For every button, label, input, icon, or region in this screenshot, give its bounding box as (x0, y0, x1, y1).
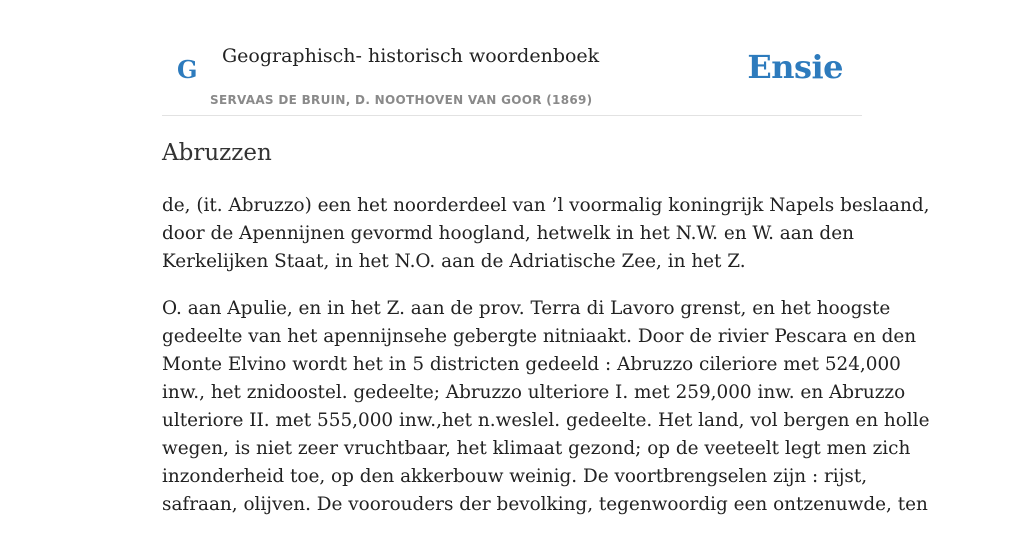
paragraph-line: safraan, olijven. De voorouders der bevolking, tegenwoordig een ontzenuwde, ten (162, 494, 928, 515)
paragraph-line: O. aan Apulie, en in het Z. aan de prov. Terra di Lavoro grenst, en het hoogste (162, 298, 891, 319)
paragraph-line: gedeelte van het apennijnsehe gebergte nitniaakt. Door de rivier Pescara en den (162, 326, 917, 347)
article-paragraph (162, 192, 930, 276)
dictionary-title[interactable]: Geographisch- historisch woordenboek (222, 45, 600, 67)
paragraph-line: door de Apennijnen gevormd hoogland, hetwelk in het N.W. en W. aan den (162, 223, 854, 244)
paragraph-line: inw., het znidoostel. gedeelte; Abruzzo ulteriore I. met 259,000 inw. en Abruzzo (162, 382, 906, 403)
paragraph-line: inzonderheid toe, op den akkerbouw weinig. De voortbrengselen zijn : rijst, (162, 466, 868, 487)
dictionary-author: SERVAAS DE BRUIN, D. NOOTHOVEN VAN GOOR (1869) (210, 93, 593, 107)
article-body (162, 192, 930, 538)
paragraph-line: de, (it. Abruzzo) een het noorderdeel van ’l voormalig koningrijk Napels beslaand, (162, 195, 930, 216)
paragraph-line: Kerkelijken Staat, in het N.O. aan de Adriatische Zee, in het Z. (162, 251, 746, 272)
paragraph-line: wegen, is niet zeer vruchtbaar, het klimaat gezond; op de veeteelt legt men zich (162, 438, 911, 459)
ensie-logo[interactable]: Ensie (747, 48, 843, 86)
paragraph-line: Monte Elvino wordt het in 5 districten gedeeld : Abruzzo cileriore met 524,000 (162, 354, 901, 375)
paragraph-line: ulteriore II. met 555,000 inw.,het n.weslel. gedeelte. Het land, vol bergen en holle (162, 410, 930, 431)
header (162, 0, 862, 116)
dictionary-logo-letter[interactable]: G (177, 55, 198, 84)
article-paragraph (162, 295, 930, 519)
page-container (162, 0, 930, 515)
article-title: Abruzzen (162, 140, 272, 166)
